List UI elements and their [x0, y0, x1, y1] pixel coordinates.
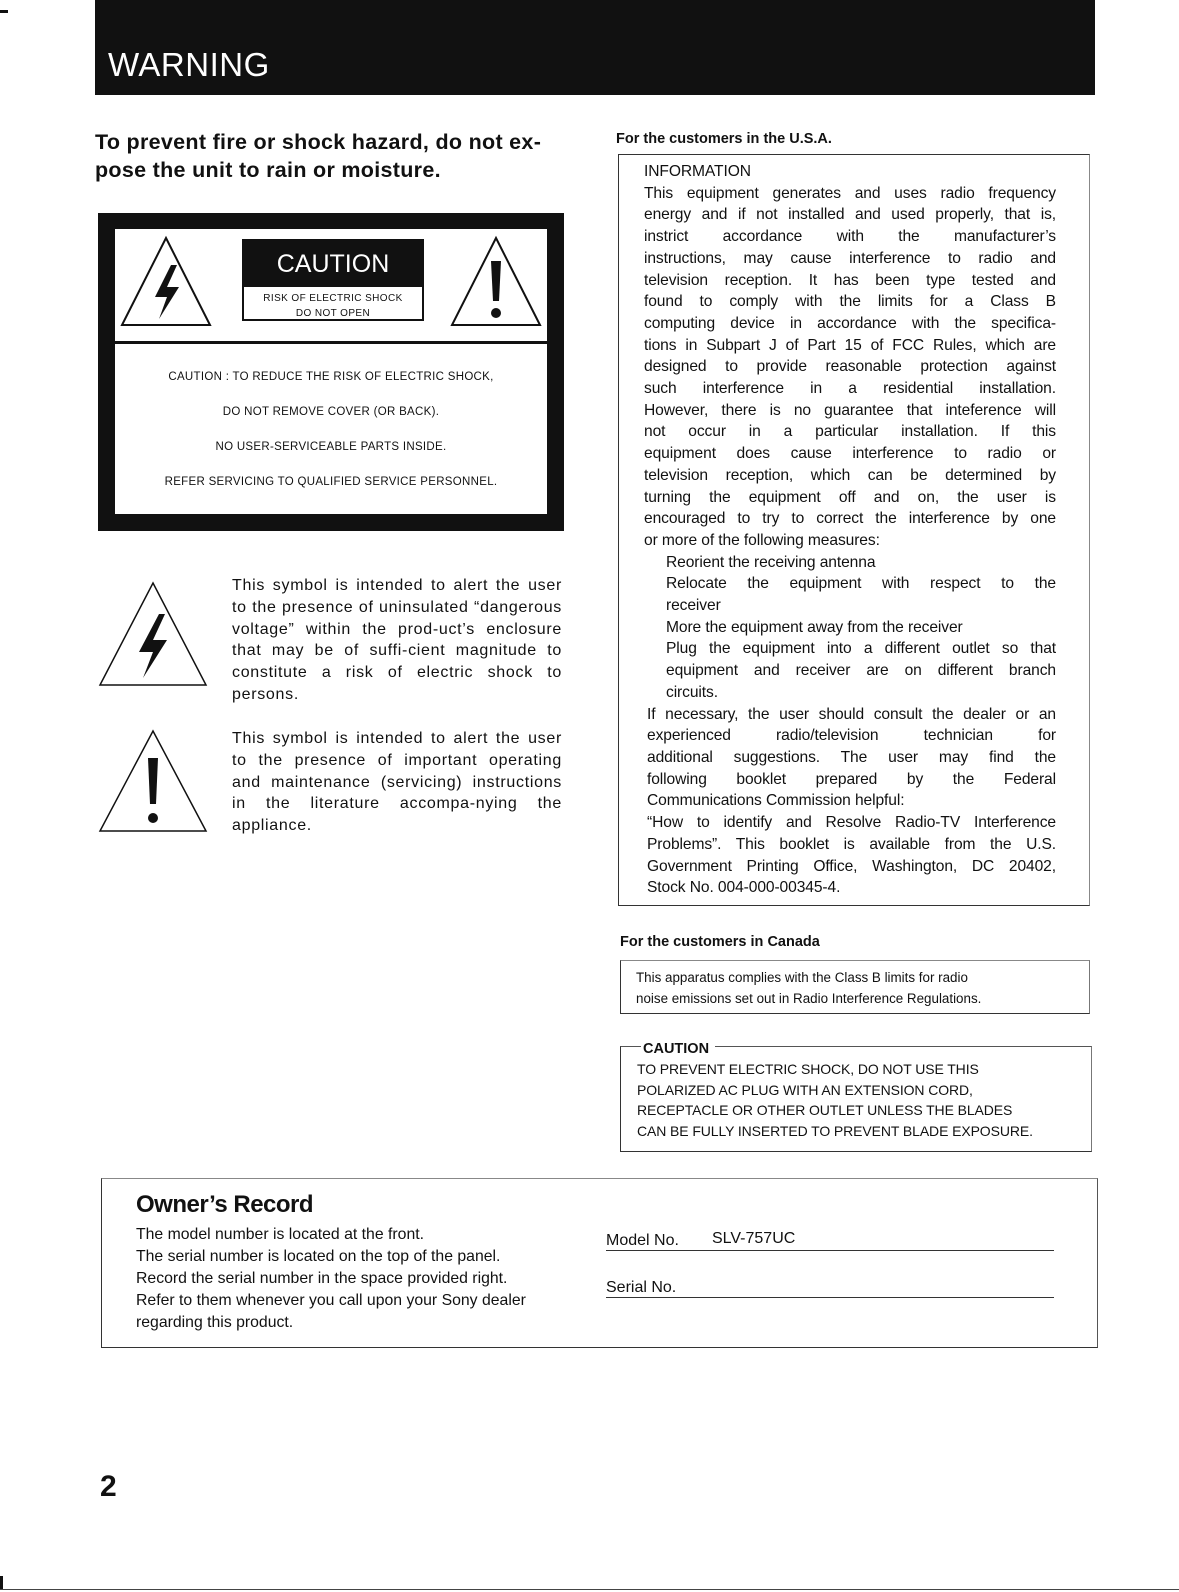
- info-line: or more of the following measures:: [644, 531, 880, 549]
- info-line: equipment does cause interference to radio or: [644, 445, 1056, 463]
- lightning-warning-icon: [97, 580, 209, 688]
- info-line: More the equipment away from the receiver: [666, 618, 963, 636]
- serial-number-line: [606, 1297, 1054, 1298]
- info-line: energy and if not installed and used properly, that is,: [644, 206, 1056, 224]
- plug-caution-title: CAUTION: [641, 1041, 715, 1057]
- owners-record-text: [136, 1224, 596, 1334]
- owners-record-line: The serial number is located on the top of the panel.: [136, 1248, 501, 1265]
- owners-record-title: Owner’s Record: [136, 1191, 314, 1218]
- page-edge-mark: [0, 1576, 3, 1590]
- owners-record-line: regarding this product.: [136, 1314, 294, 1331]
- info-line: Government Printing Office, Washington, DC 20402,: [647, 857, 1056, 875]
- caution-badge-subtitle: DO NOT OPEN: [295, 308, 371, 319]
- caution-label-line: DO NOT REMOVE COVER (OR BACK).: [222, 406, 440, 418]
- caution-label-line: NO USER-SERVICEABLE PARTS INSIDE.: [215, 441, 447, 453]
- info-closing: [644, 704, 1056, 899]
- info-line: computing device in accordance with the specifica-: [644, 314, 1056, 332]
- hazard-statement: [95, 128, 575, 184]
- plug-caution-line: RECEPTACLE OR OTHER OUTLET UNLESS THE BLADES: [637, 1102, 1013, 1118]
- info-line: If necessary, the user should consult the dealer or an: [647, 705, 1056, 723]
- info-line: instructions, may cause interference to radio and: [644, 249, 1056, 267]
- info-line: following booklet prepared by the Federal: [647, 770, 1056, 788]
- info-line: encouraged to try to correct the interference by one: [644, 510, 1056, 528]
- info-line: circuits.: [666, 683, 718, 701]
- page-edge-mark: [0, 10, 8, 13]
- info-line: receiver: [666, 597, 721, 615]
- usa-heading: For the customers in the U.S.A.: [616, 131, 832, 147]
- plug-caution-line: CAN BE FULLY INSERTED TO PREVENT BLADE EXPOSURE.: [637, 1122, 1033, 1139]
- hazard-line: pose the unit to rain or moisture.: [95, 158, 441, 182]
- canada-text: [636, 967, 981, 1009]
- info-line: instrict accordance with the manufacturer’s: [644, 228, 1056, 246]
- canada-heading: For the customers in Canada: [620, 934, 820, 950]
- info-line: equipment and receiver are on different branch: [666, 662, 1056, 680]
- model-number-line: [606, 1250, 1054, 1251]
- model-number-value: SLV-757UC: [712, 1230, 796, 1247]
- info-line: television reception. It has been type tested and: [644, 271, 1056, 289]
- caution-badge-subtitle: RISK OF ELECTRIC SHOCK: [263, 293, 403, 304]
- page-number: 2: [100, 1470, 117, 1503]
- measures-list: [644, 552, 1056, 704]
- caution-label-line: CAUTION : TO REDUCE THE RISK OF ELECTRIC SHOCK,: [168, 371, 494, 383]
- caution-label-text: [115, 344, 547, 514]
- lightning-warning-icon: [119, 235, 213, 329]
- info-paragraph: [644, 183, 1056, 552]
- info-line: experienced radio/television technician for: [647, 727, 1056, 745]
- owners-record-line: Record the serial number in the space provided right.: [136, 1270, 508, 1287]
- info-title: INFORMATION: [644, 163, 751, 180]
- info-line: not occur in a particular installation. If this: [644, 423, 1056, 441]
- info-line: “How to identify and Resolve Radio-TV Interference: [647, 814, 1056, 832]
- caution-badge-title: CAUTION: [244, 241, 422, 287]
- plug-caution-line: POLARIZED AC PLUG WITH AN EXTENSION CORD,: [637, 1081, 973, 1098]
- info-line: television reception, which can be determined by: [644, 466, 1056, 484]
- symbol-description: This symbol is intended to alert the user to the presence of important operating and maintenance (servicing) instructions in the literature accompa-nying the appliance.: [232, 730, 562, 835]
- caution-label-top: [115, 229, 547, 341]
- info-line: such interference in a residential installation.: [644, 380, 1056, 398]
- plug-caution-line: TO PREVENT ELECTRIC SHOCK, DO NOT USE THIS: [637, 1061, 979, 1077]
- hazard-line: To prevent fire or shock hazard, do not ex-: [95, 130, 542, 154]
- caution-badge: [242, 239, 424, 321]
- owners-record-line: The model number is located at the front.: [136, 1226, 425, 1243]
- info-line: designed to provide reasonable protection against: [644, 358, 1056, 376]
- info-line: This equipment generates and uses radio frequency: [644, 184, 1056, 202]
- symbol-description: This symbol is intended to alert the user to the presence of uninsulated “dangerous voltage” within the prod-uct’s enclosure that may be of suffi-cient magnitude to constitute a risk of electric shock to persons.: [232, 577, 562, 703]
- info-line: Plug the equipment into a different outlet so that: [666, 640, 1056, 658]
- serial-number-label: Serial No.: [606, 1279, 677, 1296]
- info-line: Communications Commission helpful:: [647, 792, 905, 810]
- info-line: Reorient the receiving antenna: [666, 553, 876, 571]
- plug-caution-text: [637, 1059, 1033, 1141]
- info-line: Stock No. 004-000-00345-4.: [647, 879, 841, 897]
- info-line: Relocate the equipment with respect to the: [666, 575, 1056, 593]
- page-title: WARNING: [108, 46, 270, 83]
- info-line: additional suggestions. The user may find the: [647, 748, 1056, 766]
- info-line: Problems”. This booklet is available from the U.S.: [647, 835, 1056, 853]
- owners-record-line: Refer to them whenever you call upon your Sony dealer: [136, 1292, 526, 1309]
- fcc-information-text: [644, 161, 1056, 899]
- canada-line: This apparatus complies with the Class B limits for radio: [636, 970, 968, 985]
- caution-label-line: REFER SERVICING TO QUALIFIED SERVICE PERSONNEL.: [164, 476, 498, 488]
- info-line: tions in Subpart J of Part 15 of FCC Rules, which are: [644, 336, 1056, 354]
- model-number-label: Model No.: [606, 1232, 679, 1249]
- info-line: However, there is no guarantee that inteference will: [644, 401, 1056, 419]
- exclamation-warning-icon: [449, 235, 543, 329]
- info-line: turning the equipment off and on, the user is: [644, 488, 1056, 506]
- caution-label: [98, 213, 564, 531]
- page-edge-line: [0, 1589, 1179, 1590]
- exclamation-warning-icon: [97, 728, 209, 834]
- canada-line: noise emissions set out in Radio Interference Regulations.: [636, 991, 982, 1006]
- info-line: found to comply with the limits for a Class B: [644, 293, 1056, 311]
